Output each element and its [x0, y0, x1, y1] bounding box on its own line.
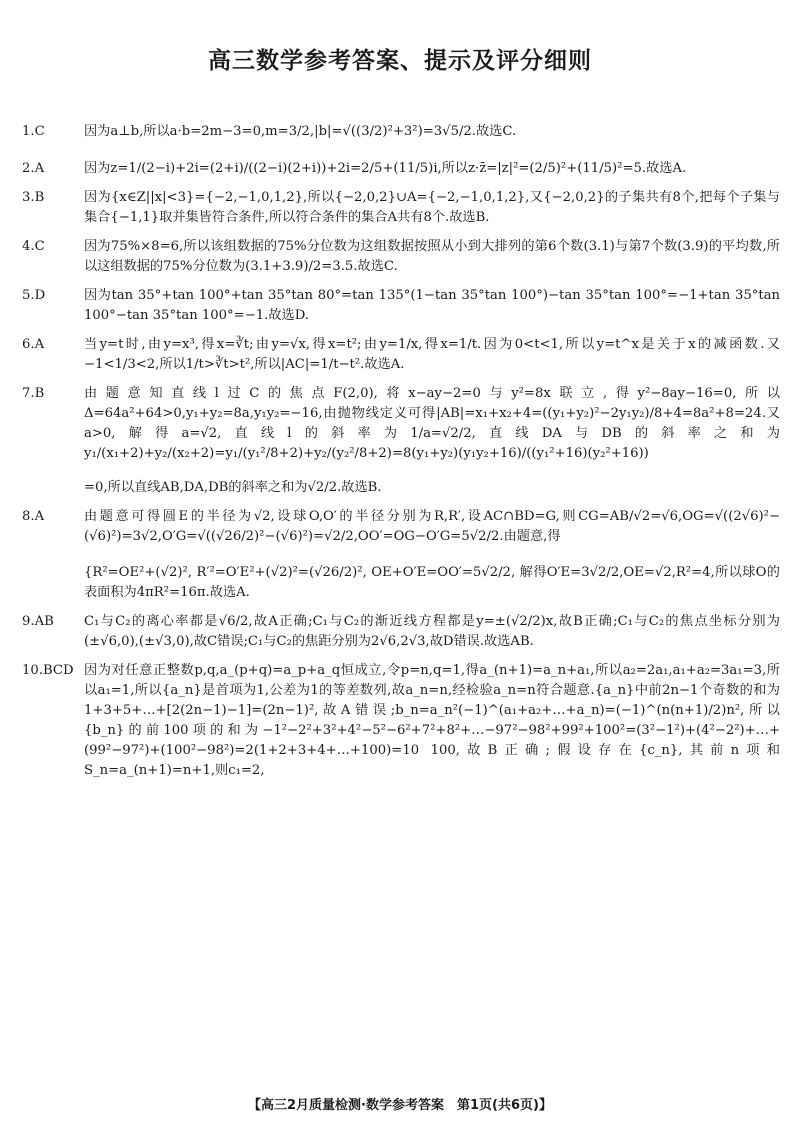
answer-number: 10.BCD [22, 663, 74, 678]
answer-item-1 [22, 112, 780, 142]
answer-text: =0,所以直线AB,DA,DB的斜率之和为√2/2.故选B. [84, 480, 382, 495]
answer-list [22, 112, 780, 790]
answer-text: {R²=OE²+(√2)², R′²=O′E²+(√2)²=(√26/2)², OE+O′E=OO′=5√2/2, 解得O′E=3√2/2,OE=√2,R²=4,所以球O的表面积为4πR²=16π.故选A. [84, 565, 780, 600]
answer-number: 3.B [22, 190, 45, 205]
answer-number: 4.C [22, 239, 45, 254]
answer-number: 2.A [22, 161, 45, 176]
answer-text: 因为tan 35°+tan 100°+tan 35°tan 80°=tan 135°(1−tan 35°tan 100°)−tan 35°tan 100°=−1+tan 35°tan 100°−tan 35°tan 100°=−1.故选D. [84, 288, 780, 323]
answer-number: 1.C [22, 124, 45, 139]
answer-number: 9.AB [22, 614, 54, 629]
answer-item-10 [22, 661, 780, 781]
answer-item-8 [22, 507, 780, 603]
page-footer: 【高三2月质量检测·数学参考答案 第1页(共6页)】 [248, 1098, 552, 1113]
answer-text: 因为a⊥b,所以a·b=2m−3=0,m=3/2,|b|=√((3/2)²+3²)=3√5/2.故选C. [84, 124, 517, 139]
answer-text: 当y=t时,由y=x³,得x=∛t;由y=√x,得x=t²;由y=1/x,得x=1/t.因为0<t<1,所以y=t^x是关于x的减函数.又−1<1/3<2,所以1/t>∛t>t²,所以|AC|=1/t−t².故选A. [84, 337, 780, 372]
page-title: 高三数学参考答案、提示及评分细则 [208, 48, 592, 74]
answer-number: 6.A [22, 337, 45, 352]
answer-item-6 [22, 335, 780, 375]
answer-number: 5.D [22, 288, 46, 303]
answer-text: 因为{x∈Z||x|<3}={−2,−1,0,1,2},所以{−2,0,2}∪A={−2,−1,0,1,2},又{−2,0,2}的子集共有8个,把每个子集与集合{−1,1}取并集皆符合条件,所以符合条件的集合A共有8个.故选B. [84, 190, 780, 225]
answer-item-5 [22, 286, 780, 326]
answer-item-7 [22, 384, 780, 498]
answer-item-9 [22, 612, 780, 652]
answer-item-2 [22, 151, 780, 179]
answer-text: C₁与C₂的离心率都是√6/2,故A正确;C₁与C₂的渐近线方程都是y=±(√2/2)x,故B正确;C₁与C₂的焦点坐标分别为(±√6,0),(±√3,0),故C错误;C₁与C₂的焦距分别为2√6,2√3,故D错误.故选AB. [84, 614, 780, 649]
answer-text: 由题意知直线l过C的焦点F(2,0),将x−ay−2=0与y²=8x联立,得y²−8ay−16=0,所以Δ=64a²+64>0,y₁+y₂=8a,y₁y₂=−16,由抛物线定义可得|AB|=x₁+x₂+4=((y₁+y₂)²−2y₁y₂)/8+4=8a²+8=24.又a>0,解得a=√2,直线l的斜率为1/a=√2/2,直线DA与DB的斜率之和为y₁/(x₁+2)+y₂/(x₂+2)=y₁/(y₁²/8+2)+y₂/(y₂²/8+2)=8(y₁+y₂)(y₁y₂+16)/((y₁²+16)(y₂²+16)) [84, 386, 780, 461]
answer-text: 因为75%×8=6,所以该组数据的75%分位数为这组数据按照从小到大排列的第6个数(3.1)与第7个数(3.9)的平均数,所以这组数据的75%分位数为(3.1+3.9)/2=3.5.故选C. [84, 239, 780, 274]
answer-number: 8.A [22, 509, 45, 524]
answer-item-4 [22, 237, 780, 277]
answer-text: 因为对任意正整数p,q,a_(p+q)=a_p+a_q恒成立,令p=n,q=1,得a_(n+1)=a_n+a₁,所以a₂=2a₁,a₁+a₂=3a₁=3,所以a₁=1,所以{a_n}是首项为1,公差为1的等差数列,故a_n=n,经检验a_n=n符合题意.{a_n}中前2n−1个奇数的和为1+3+5+…+[2(2n−1)−1]=(2n−1)²,故A错误;b_n=a_n²(−1)^(a₁+a₂+…+a_n)=(−1)^(n(n+1)/2)n²,所以{b_n}的前100项的和为−1²−2²+3²+4²−5²−6²+7²+8²+…−97²−98²+99²+100²=(3²−1²)+(4²−2²)+…+(99²−97²)+(100²−98²)=2(1+2+3+4+…+100)=10 100,故B正确;假设存在{c_n},其前n项和S_n=a_(n+1)=n+1,则c₁=2, [84, 663, 780, 778]
answer-text: 因为z=1/(2−i)+2i=(2+i)/((2−i)(2+i))+2i=2/5+(11/5)i,所以z·z̄=|z|²=(2/5)²+(11/5)²=5.故选A. [84, 161, 687, 176]
answer-number: 7.B [22, 386, 45, 401]
answer-text: 由题意可得圆E的半径为√2,设球O,O′的半径分别为R,R′,设AC∩BD=G,则CG=AB/√2=√6,OG=√((2√6)²−(√6)²)=3√2,O′G=√((√26/2)²−(√6)²)=√2/2,OO′=OG−O′G=5√2/2.由题意,得 [84, 509, 780, 544]
answer-item-3 [22, 188, 780, 228]
